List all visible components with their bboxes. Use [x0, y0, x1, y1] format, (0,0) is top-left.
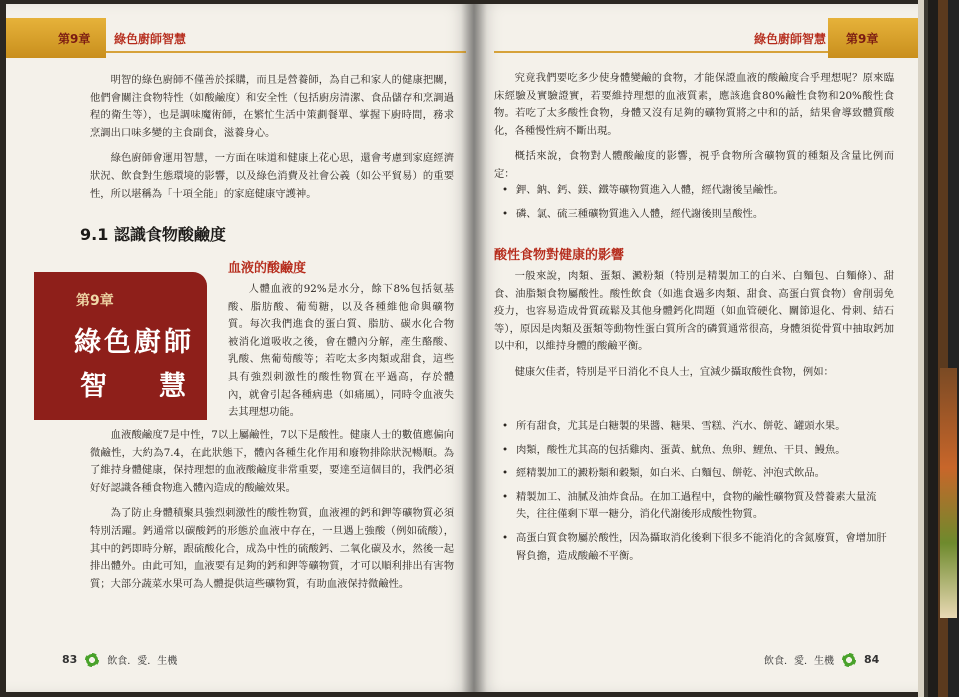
banner-char: 慧 [159, 371, 186, 402]
list-item: • 所有甜食，尤其是白糖製的果醬、糖果、雪糕、汽水、餅乾、罐頭水果。 [502, 418, 894, 436]
gear-icon [842, 653, 856, 667]
subsection-title: 酸性食物對健康的影響 [494, 248, 625, 263]
paragraph: 概括來說，食物對人體酸鹼度的影響，視乎食物所含礦物質的種類及含量比例而定： [494, 150, 894, 180]
right-page [474, 4, 918, 692]
list-item: • 肉類，酸性尤其高的包括雞肉、蛋黃、魷魚、魚卵、鯉魚、干貝、鰻魚。 [502, 442, 894, 460]
footer-left [62, 652, 177, 667]
banner-chapter: 第9章 [76, 293, 114, 309]
running-header-left: 綠色廚師智慧 [114, 32, 187, 46]
book-gutter [461, 4, 487, 692]
left-page [6, 4, 474, 692]
mineral-list [502, 182, 894, 229]
background-photo-strip [940, 368, 957, 618]
paragraph: 明智的綠色廚師不僅善於採購，而且是營養師，為自己和家人的健康把關，他們會關注食物特性（如酸鹼度）和安全性（包括廚房清潔、食品儲存和烹調過程的衛生等），也是調味魔術師，在繁忙生活中策劃餐單、掌握下廚時間，務求烹調出口味多變的主食副食，滋養身心。 [90, 74, 454, 139]
list-item: • 鉀、鈉、鈣、鎂、鐵等礦物質進入人體，經代謝後呈鹼性。 [502, 182, 894, 200]
footer-text: 飲食．愛．生機 [764, 656, 834, 667]
header-rule [106, 51, 466, 53]
chapter-banner [34, 272, 207, 420]
chapter-label: 第9章 [58, 31, 91, 46]
paragraph: 綠色廚師會運用智慧，一方面在味道和健康上花心思，還會考慮到家庭經濟狀況、飲食對生態環境的影響，以及綠色消費及社會公義（如公平貿易）的重要性，所以堪稱為「十項全能」的家庭健康守護神。 [90, 152, 454, 200]
intro-text [90, 72, 454, 211]
subsection-title: 血液的酸鹼度 [228, 261, 307, 276]
book-spread [6, 4, 918, 692]
body-text [494, 70, 894, 192]
gear-icon [85, 653, 99, 667]
paragraph: 人體血液的92%是水分，餘下8%包括氨基酸、脂肪酸、葡萄糖，以及各種維他命與礦物質。每次我們進食的蛋白質、脂肪、碳水化合物被消化道吸收之後，會在體內分解，產生酪酸、乳酸、焦葡萄酸等；若吃太多肉類或甜食，這些具有強烈刺激性的酸性物質在平過高，存於體內，就會引起各種病患（如痛風），同時令血液失去其理想功能。 [228, 283, 454, 419]
footer-right [764, 652, 879, 667]
running-header-right: 綠色廚師智慧 [754, 32, 827, 46]
body-text-column [228, 281, 454, 430]
chapter-tab-left [6, 18, 106, 58]
banner-char: 智 [80, 371, 107, 402]
chapter-tab-right [828, 18, 918, 58]
paragraph: 健康欠佳者，特別是平日消化不良人士，宜減少攝取酸性食物，例如： [514, 365, 834, 378]
page-number: 83 [62, 653, 78, 666]
list-item: • 精製加工、油膩及油炸食品。在加工過程中，食物的鹼性礦物質及營養素大量流失，往往僅剩下單一糖分，消化代謝後形成酸性物質。 [502, 489, 894, 524]
list-item: • 高蛋白質食物屬於酸性，因為攝取消化後剩下很多不能消化的含氮廢質，會增加肝腎負擔，造成酸鹼不平衡。 [502, 530, 894, 565]
paragraph: 一般來說，肉類、蛋類、澱粉類（特別是精製加工的白米、白麵包、白麵條）、甜食、油脂類食物屬酸性。酸性飲食（如進食過多肉類、甜食、高蛋白質食物）會削弱免疫力，也容易造成骨質疏鬆及其他身體鈣化問題（如血管硬化、關節退化、骨刺、結石等），原因是肉類及蛋類等動物性蛋白質所含的磷質通常很高，身體須從骨質中抽取鈣加以中和，以維持身體的酸鹼平衡。 [494, 270, 894, 353]
banner-title: 綠色廚師 [74, 327, 194, 358]
header-rule [494, 51, 828, 53]
acidic-food-list [502, 418, 894, 571]
page-number: 84 [864, 653, 880, 666]
body-text [90, 427, 454, 601]
section-title: 9.1 認識食物酸鹼度 [80, 225, 226, 244]
list-item: • 經精製加工的澱粉類和穀類，如白米、白麵包、餅乾、沖泡式飲品。 [502, 465, 894, 483]
body-text [494, 268, 894, 390]
list-item: • 磷、氯、硫三種礦物質進入人體，經代謝後則呈酸性。 [502, 206, 894, 224]
chapter-label: 第9章 [846, 31, 879, 46]
paragraph: 為了防止身體積聚具強烈刺激性的酸性物質，血液裡的鈣和鉀等礦物質必須特別活躍。鈣通常以碳酸鈣的形態於血液中存在，一旦遇上強酸（例如硫酸），其中的鈣即時分解，跟硫酸化合，成為中性的硫酸鈣、二氧化碳及水，然後一起排出體外。由此可知，血液要有足夠的鈣和鉀等礦物質，才可以順利排出有害物質；大部分蔬菜水果可為人體提供這些礦物質，有助血液保持微鹼性。 [90, 507, 454, 590]
footer-text: 飲食．愛．生機 [107, 656, 178, 667]
background-edge [918, 0, 959, 697]
banner-title-line2 [80, 364, 186, 403]
paragraph: 血液酸鹼度7是中性，7以上屬鹼性，7以下是酸性。健康人士的數值應偏向微鹼性，大約為7.4，在此狀態下，體內各種生化作用和廢物排除狀況暢順。為了維持身體健康，保持理想的血液酸鹼度非常重要，要達至這個目的，我們必須好好認識各種食物進入體內造成的酸鹼效果。 [90, 429, 454, 494]
paragraph: 究竟我們要吃多少使身體變鹼的食物，才能保證血液的酸鹼度合乎理想呢？原來臨床經驗及實驗證實，若要維持理想的血液質素，應該進食80%鹼性食物和20%酸性食物。若吃了太多酸性食物，身體又沒有足夠的礦物質將之中和的話，結果會導致體質酸化，各種慢性病不斷出現。 [494, 72, 894, 137]
